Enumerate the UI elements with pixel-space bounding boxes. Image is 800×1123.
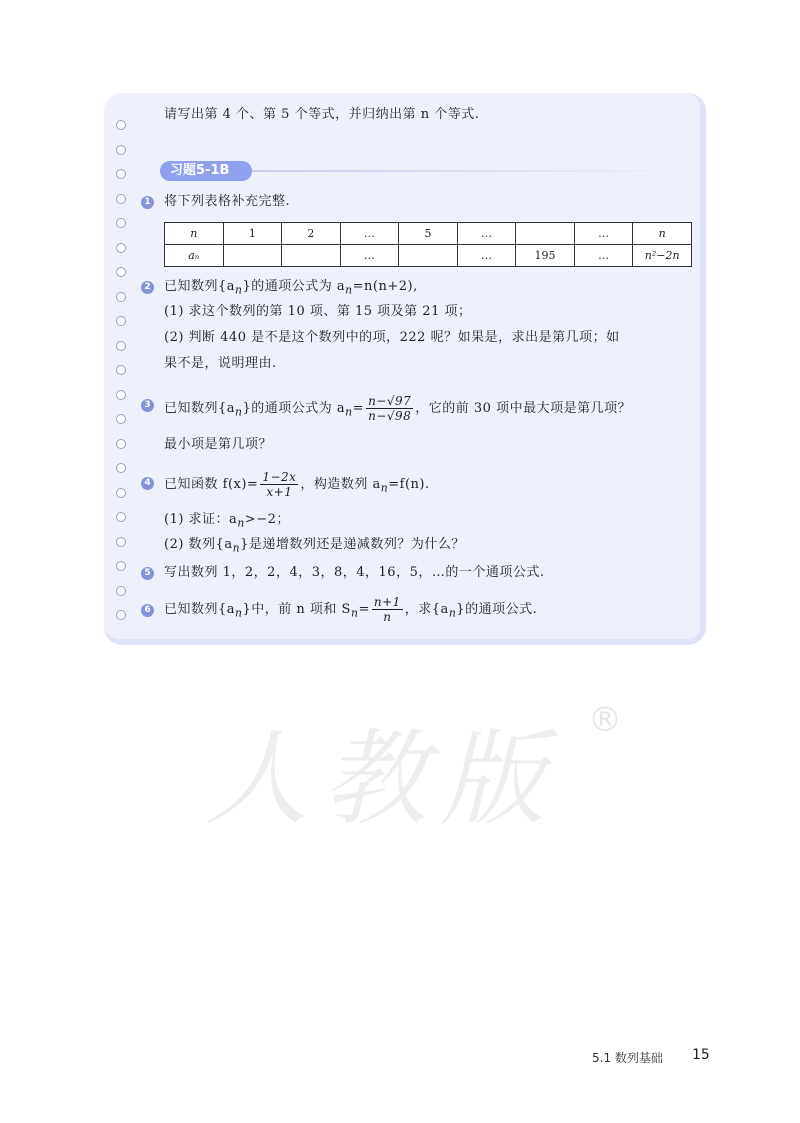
- binder-ring: [116, 463, 126, 473]
- table-cell: …: [340, 245, 399, 267]
- problem-2-sub2a: (2) 判断 440 是不是这个数列中的项，222 呢？如果是，求出是第几项；如: [164, 330, 620, 345]
- problem-number-1: 1: [141, 196, 154, 209]
- text-span: 已知函数 f(x)=: [164, 477, 259, 492]
- binder-ring: [116, 316, 126, 326]
- table-cell: [516, 223, 575, 245]
- text-span: ，它的前 30 项中最大项是第几项？: [415, 401, 632, 416]
- publisher-watermark: 人教版: [205, 718, 560, 840]
- text-span: (2) 数列{a: [164, 537, 233, 552]
- binder-ring: [116, 512, 126, 522]
- binder-ring: [116, 586, 126, 596]
- binder-ring: [116, 488, 126, 498]
- problem-number-3: 3: [141, 399, 154, 412]
- table-cell: aₙ: [165, 245, 224, 267]
- table-cell: 1: [223, 223, 282, 245]
- subscript: n: [380, 481, 389, 495]
- binder-ring: [116, 390, 126, 400]
- text-span: (1) 求证：a: [164, 512, 238, 527]
- problem-2-lead: [164, 277, 418, 301]
- intro-line: 请写出第 4 个、第 5 个等式，并归纳出第 n 个等式.: [164, 107, 480, 122]
- text-span: =f(n).: [388, 477, 430, 492]
- table-cell: n: [165, 223, 224, 245]
- table-cell: …: [574, 245, 633, 267]
- binder-ring: [116, 218, 126, 228]
- table-cell: [282, 245, 341, 267]
- sequence-table: [164, 222, 692, 267]
- binder-ring: [116, 610, 126, 620]
- text-span: }的通项公式为 a: [242, 401, 346, 416]
- fraction-numerator: 1−2x: [262, 470, 297, 484]
- binder-ring: [116, 120, 126, 130]
- subscript: n: [350, 606, 359, 620]
- binder-ring: [116, 414, 126, 424]
- problem-6-lead: [164, 588, 537, 636]
- table-cell: 2: [282, 223, 341, 245]
- fraction-denominator: n: [383, 610, 392, 624]
- table-cell: …: [457, 245, 516, 267]
- subscript: n: [235, 283, 243, 297]
- problem-4-sub1: [164, 510, 290, 534]
- text-span: ，求{a: [404, 602, 449, 617]
- subscript: n: [237, 516, 245, 530]
- problem-3-line2: 最小项是第几项？: [164, 437, 273, 452]
- problem-3-lead: [164, 387, 631, 435]
- text-span: }是递增数列还是递减数列？为什么？: [240, 537, 465, 552]
- subscript: n: [448, 606, 457, 620]
- table-cell: …: [340, 223, 399, 245]
- text-span: >−2；: [244, 512, 290, 527]
- subscript: n: [232, 541, 241, 555]
- fraction-numerator: n−√97: [368, 394, 412, 408]
- problem-number-5: 5: [141, 567, 154, 580]
- fraction-numerator: n+1: [373, 595, 401, 609]
- text-span: }的通项公式.: [456, 602, 538, 617]
- section-divider: [252, 170, 692, 172]
- fraction: [260, 470, 298, 499]
- problem-4-sub2: [164, 535, 465, 559]
- subscript: n: [345, 283, 353, 297]
- binder-ring: [116, 145, 126, 155]
- problem-1-text: 将下列表格补充完整.: [164, 194, 291, 209]
- binder-ring: [116, 537, 126, 547]
- binder-ring: [116, 439, 126, 449]
- table-cell: n: [633, 223, 692, 245]
- binder-ring: [116, 169, 126, 179]
- page-number: 15: [692, 1047, 710, 1063]
- subscript: n: [345, 405, 353, 419]
- section-title: 习题5-1B: [170, 163, 230, 178]
- problem-number-2: 2: [141, 281, 154, 294]
- fraction-denominator: n−√98: [368, 409, 412, 423]
- binder-ring: [116, 365, 126, 375]
- fraction-denominator: x+1: [266, 485, 293, 499]
- fraction: [366, 394, 413, 423]
- table-cell: 5: [399, 223, 458, 245]
- table-row: [165, 223, 692, 245]
- text-span: }的通项公式为 a: [242, 279, 346, 294]
- binder-ring: [116, 194, 126, 204]
- text-span: 已知数列{a: [164, 602, 236, 617]
- subscript: n: [235, 405, 243, 419]
- footer-section-title: 5.1 数列基础: [592, 1051, 663, 1065]
- text-span: =: [352, 401, 365, 416]
- binder-ring: [116, 243, 126, 253]
- problem-5-text: 写出数列 1，2，2，4，3，8，4，16，5，…的一个通项公式.: [164, 565, 545, 580]
- text-span: =: [358, 602, 370, 617]
- table-cell: 195: [516, 245, 575, 267]
- problem-number-6: 6: [141, 604, 154, 617]
- text-span: 已知数列{a: [164, 279, 236, 294]
- table-cell: n²−2n: [633, 245, 692, 267]
- problem-4-lead: [164, 463, 430, 511]
- problem-number-4: 4: [141, 477, 154, 490]
- text-span: }中，前 n 项和 S: [242, 602, 351, 617]
- problem-2-sub2b: 果不是，说明理由.: [164, 356, 277, 371]
- binder-ring: [116, 267, 126, 277]
- table-cell: [223, 245, 282, 267]
- text-span: =n(n+2),: [352, 279, 418, 294]
- binder-ring: [116, 341, 126, 351]
- binder-ring: [116, 561, 126, 571]
- table-cell: [399, 245, 458, 267]
- text-span: 已知数列{a: [164, 401, 236, 416]
- text-span: ，构造数列 a: [300, 477, 381, 492]
- registered-mark: ®: [588, 700, 622, 740]
- fraction: [372, 595, 403, 624]
- table-row: [165, 245, 692, 267]
- table-cell: …: [457, 223, 516, 245]
- binder-ring: [116, 292, 126, 302]
- problem-2-sub1: (1) 求这个数列的第 10 项、第 15 项及第 21 项；: [164, 304, 472, 319]
- table-cell: …: [574, 223, 633, 245]
- subscript: n: [235, 606, 243, 620]
